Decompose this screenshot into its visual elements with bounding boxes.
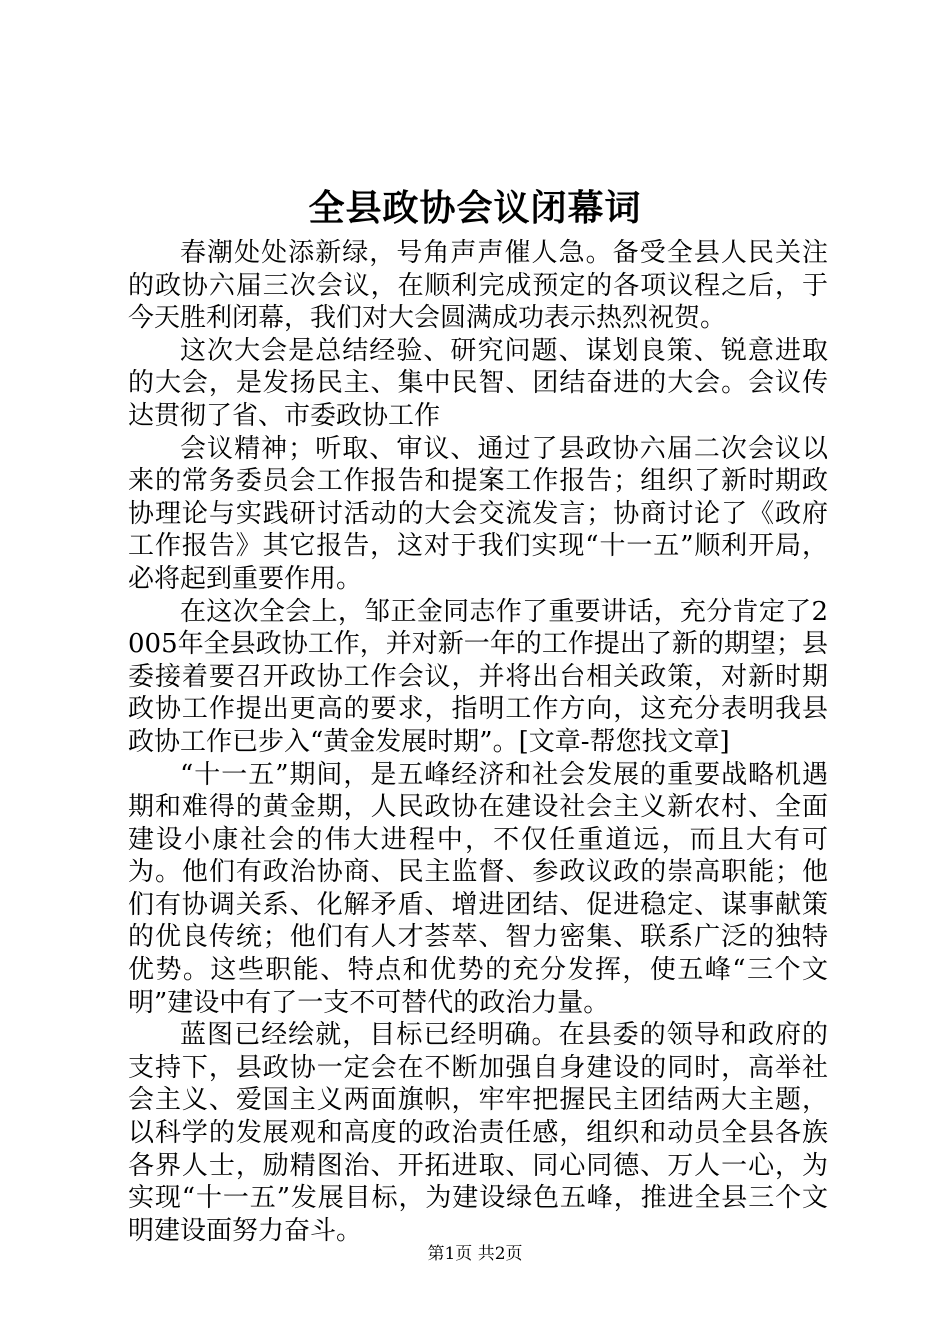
paragraph: 会议精神；听取、审议、通过了县政协六届二次会议以来的常务委员会工作报告和提案工作报告；组织了新时期政协理论与实践研讨活动的大会交流发言；协商讨论了《政府工作报告》其它报告，这对于我们实现“十一五”顺利开局，必将起到重要作用。 <box>128 433 828 594</box>
paragraph: “十一五”期间，是五峰经济和社会发展的重要战略机遇期和难得的黄金期，人民政协在建设社会主义新农村、全面建设小康社会的伟大进程中，不仅任重道远，而且大有可为。他们有政治协商、民主监督、参政议政的崇高职能；他们有协调关系、化解矛盾、增进团结、促进稳定、谋事献策的优良传统；他们有人才荟萃、智力密集、联系广泛的独特优势。这些职能、特点和优势的充分发挥，使五峰“三个文明”建设中有了一支不可替代的政治力量。 <box>128 759 828 1018</box>
paragraph: 春潮处处添新绿，号角声声催人急。备受全县人民关注的政协六届三次会议，在顺利完成预定的各项议程之后，于今天胜利闭幕，我们对大会圆满成功表示热烈祝贺。 <box>128 238 828 334</box>
document-title: 全县政协会议闭幕词 <box>308 187 642 229</box>
page-number-footer: 第1页 共2页 <box>427 1244 523 1264</box>
paragraph: 蓝图已经绘就，目标已经明确。在县委的领导和政府的支持下，县政协一定会在不断加强自身建设的同时，高举社会主义、爱国主义两面旗帜，牢牢把握民主团结两大主题，以科学的发展观和高度的政治责任感，组织和动员全县各族各界人士，励精图治、开拓进取、同心同德、万人一心，为实现“十一五”发展目标，为建设绿色五峰，推进全县三个文明建设面努力奋斗。 <box>128 1020 828 1246</box>
paragraph: 在这次全会上，邹正金同志作了重要讲话，充分肯定了2005年全县政协工作，并对新一年的工作提出了新的期望；县委接着要召开政协工作会议，并将出台相关政策，对新时期政协工作提出更高的要求，指明工作方向，这充分表明我县政协工作已步入“黄金发展时期”。[文章-帮您找文章] <box>128 596 828 757</box>
document-body <box>128 237 828 1247</box>
paragraph: 这次大会是总结经验、研究问题、谋划良策、锐意进取的大会，是发扬民主、集中民智、团结奋进的大会。会议传达贯彻了省、市委政协工作 <box>128 335 828 431</box>
